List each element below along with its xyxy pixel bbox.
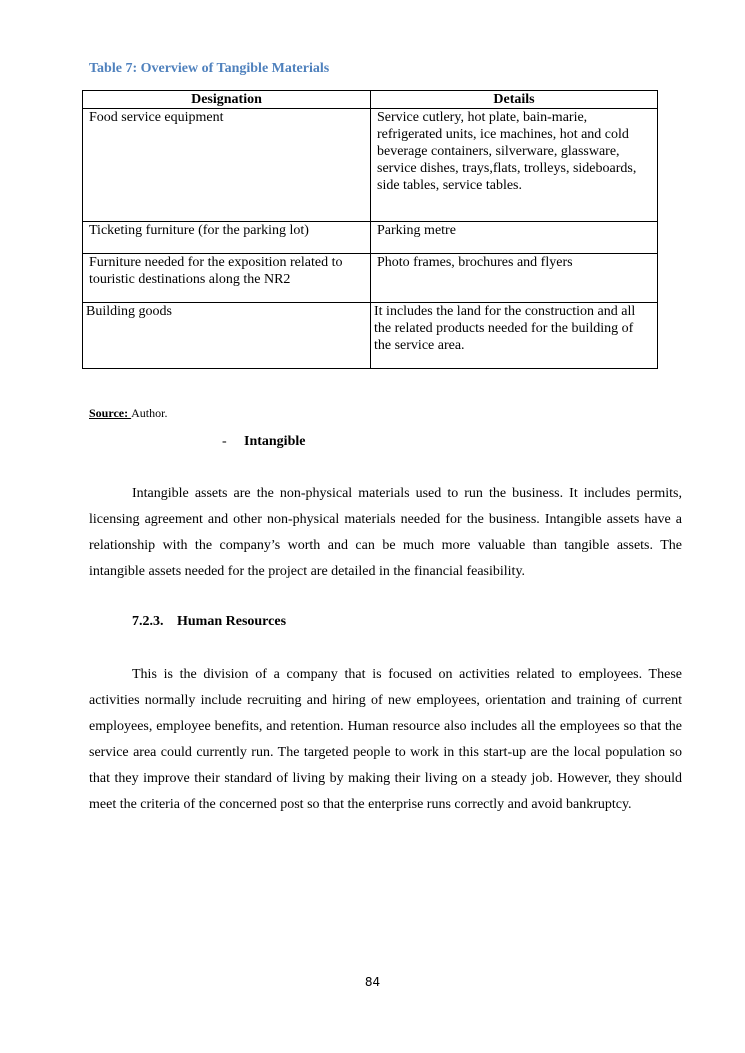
- source-value: Author.: [131, 406, 168, 420]
- table-source: [89, 406, 167, 421]
- source-label: Source:: [89, 406, 132, 420]
- human-resources-paragraph: [89, 662, 682, 818]
- table-row: [83, 303, 658, 369]
- intangible-title: Intangible: [244, 434, 306, 449]
- details-cell: Service cutlery, hot plate, bain-marie, refrigerated units, ice machines, hot and cold beverage containers, silverware, glassware, service dishes, trays,flats, trolleys, sideboards, side tables, service tables.: [371, 109, 658, 222]
- tangible-materials-table: [82, 90, 658, 369]
- table-row: [83, 222, 658, 254]
- designation-cell: Ticketing furniture (for the parking lot): [83, 222, 371, 254]
- table-row: [83, 254, 658, 303]
- designation-cell: Food service equipment: [83, 109, 371, 222]
- section-title: Human Resources: [177, 614, 287, 629]
- table-row: [83, 109, 658, 222]
- bullet-dash: -: [222, 434, 227, 449]
- designation-cell: Furniture needed for the exposition related to touristic destinations along the NR2: [83, 254, 371, 303]
- human-resources-paragraph-text: This is the division of a company that is focused on activities related to employees. These activities normally include recruiting and hiring of new employees, orientation and training of current employees, employee benefits, and retention. Human resource also includes all the employees so that the service area could currently run. The targeted people to work in this start-up are the local population so that they improve their standard of living by making their living on a steady job. However, they should meet the criteria of the concerned post so that the enterprise runs correctly and avoid bankruptcy.: [89, 667, 682, 812]
- header-details: Details: [371, 91, 658, 109]
- intangible-bullet: [222, 434, 305, 450]
- section-heading: [132, 614, 286, 630]
- table-caption: Table 7: Overview of Tangible Materials: [89, 61, 330, 76]
- details-cell: It includes the land for the construction and all the related products needed for the building of the service area.: [371, 303, 658, 369]
- intangible-paragraph: [89, 481, 682, 585]
- page-number: 84: [364, 975, 381, 989]
- header-designation: Designation: [83, 91, 371, 109]
- details-cell: Photo frames, brochures and flyers: [371, 254, 658, 303]
- section-number: 7.2.3.: [132, 614, 164, 629]
- details-cell: Parking metre: [371, 222, 658, 254]
- intangible-paragraph-text: Intangible assets are the non-physical materials used to run the business. It includes permits, licensing agreement and other non-physical materials needed for the business. Intangible assets have a relationship with the company’s worth and can be much more valuable than tangible assets. The intangible assets needed for the project are detailed in the financial feasibility.: [89, 486, 682, 579]
- table-header-row: [83, 91, 658, 109]
- designation-cell: Building goods: [83, 303, 371, 369]
